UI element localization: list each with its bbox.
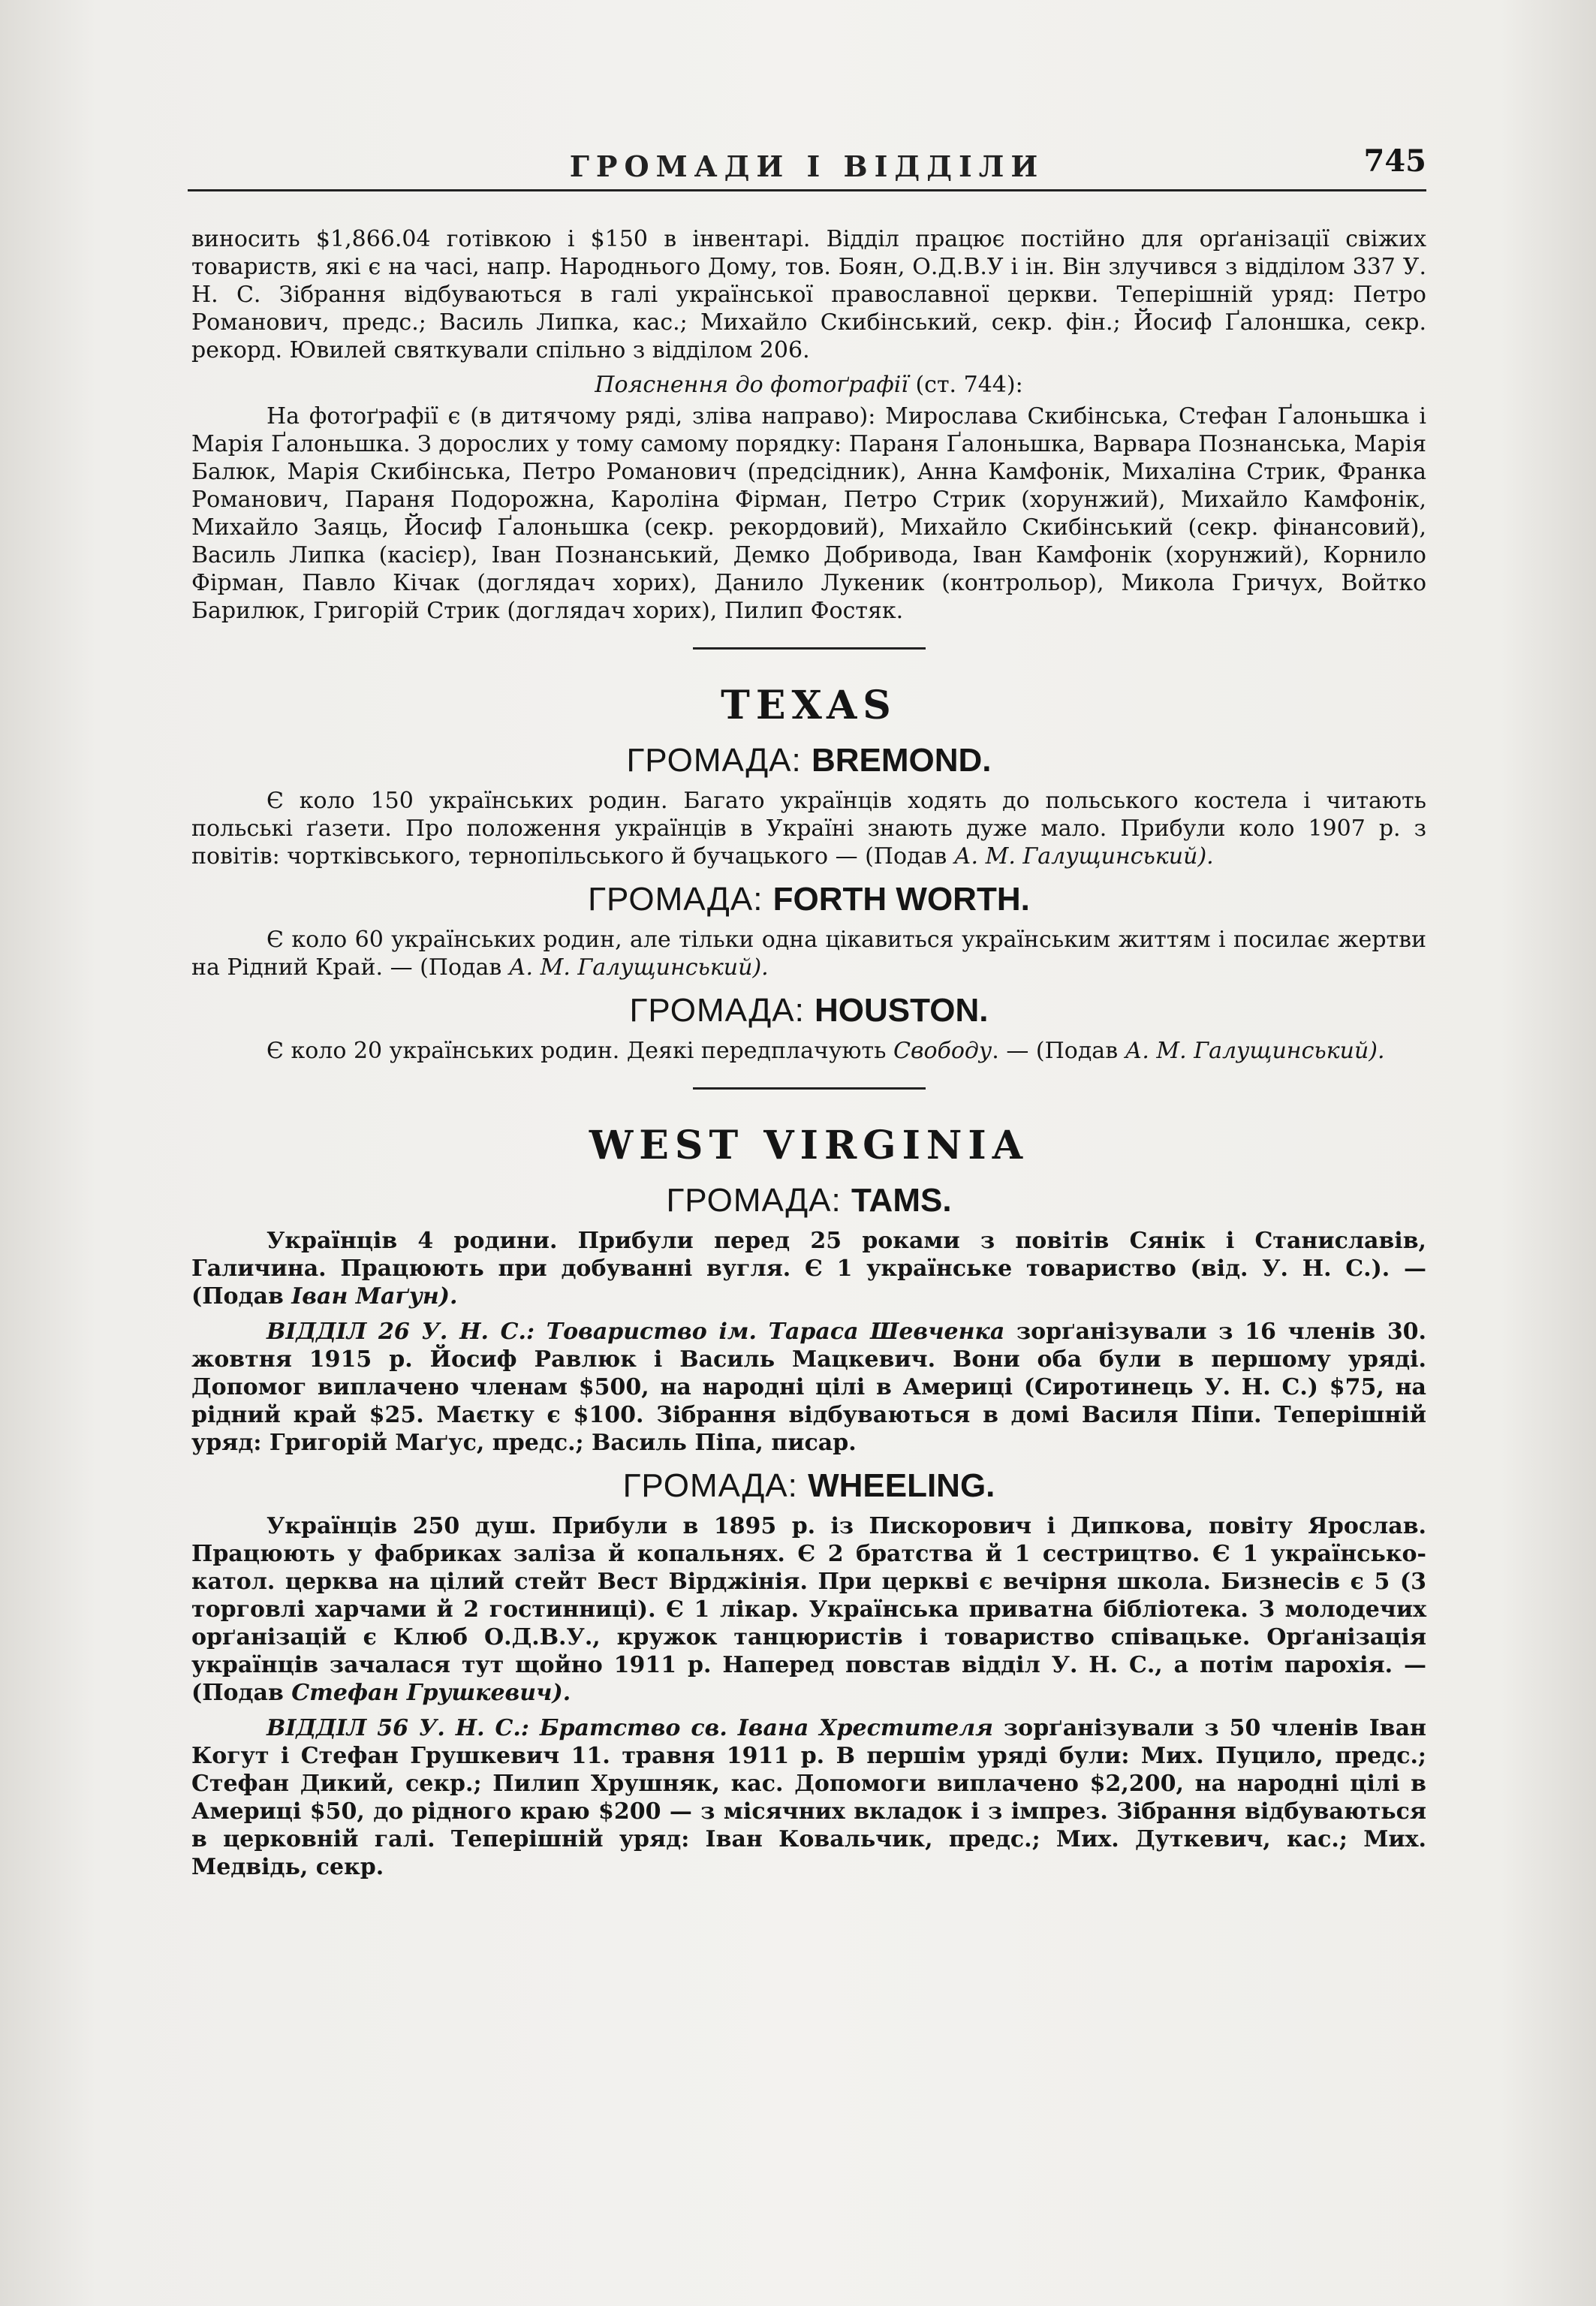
photo-caption-title-rest: (ст. 744): [908, 372, 1023, 398]
community-text-wheeling [191, 1512, 1426, 1707]
header-rule [188, 189, 1426, 191]
community-name: WHEELING. [808, 1467, 995, 1504]
photo-caption-title [191, 372, 1426, 398]
section-separator [693, 1087, 926, 1090]
community-title-bremond [191, 742, 1426, 779]
community-name: HOUSTON. [815, 992, 989, 1029]
branch-description: зорґанізували з 50 членів Іван Когут і Стефан Грушкевич 11. травня 1911 р. В першім уряді були: Мих. Пуцило, предс.; Стефан Дикий, секр.; Пилип Хрушняк, кас. Допомоги виплачено $2,200, на народні цілі в Америці $50, до рідного краю $200 — з місячних вкладок і з імпрез. Зібрання відбуваються в церковній галі. Теперішній уряд: Іван Ковальчик, предс.; Мих. Дуткевич, кас.; Мих. Медвідь, секр. [191, 1715, 1426, 1880]
community-title-houston [191, 992, 1426, 1029]
author: А. М. Галущинський). [1125, 1038, 1385, 1064]
text: Українців 4 родини. Прибули перед 25 роками з повітів Сянік і Станиславів, Галичина. Працюють при добуванні вугля. Є 1 українське товариство (від. У. Н. С.). — (Подав [191, 1228, 1426, 1310]
community-title-tams [191, 1182, 1426, 1219]
branch-description: зорґанізували з 16 членів 30. жовтня 1915 р. Йосиф Равлюк і Василь Мацкевич. Вони оба були в першому уряді. Допомог виплачено членам $500, на народні цілі в Америці (Сиротинець У. Н. С.) $75, на рідний край $25. Маєтку є $100. Зібрання відбуваються в домі Василя Піпи. Теперішній уряд: Григорій Маґус, предс.; Василь Піпа, писар. [191, 1319, 1427, 1456]
author: Іван Маґун). [291, 1283, 458, 1310]
page-content [191, 225, 1426, 1889]
community-name: TAMS. [851, 1182, 952, 1219]
branch-title: ВІДДІЛ 56 У. Н. С.: Братство св. Івана Хрестителя [267, 1715, 994, 1741]
page-header [188, 139, 1426, 191]
community-prefix: ГРОМАДА: [666, 1182, 851, 1219]
community-text-forth-worth [191, 926, 1426, 981]
branch-text-wheeling [191, 1714, 1426, 1881]
community-prefix: ГРОМАДА: [626, 742, 812, 779]
photo-caption-text: На фотоґрафії є (в дитячому ряді, зліва направо): Мирослава Скибінська, Стефан Ґалоньшка і Марія Ґалоньшка. З дорослих у тому самому порядку: Параня Ґалоньшка, Варвара Познанська, Марія Балюк, Марія Скибінська, Петро Романович (предсідник), Анна Камфонік, Михаліна Стрик, Франка Романович, Параня Подорожна, Кароліна Фірман, Петро Стрик (хорунжий), Михайло Камфонік, Михайло Заяць, Йосиф Ґалоньшка (секр. рекордовий), Михайло Скибінський (секр. фінансовий), Василь Липка (касієр), Іван Познанський, Демко Добривода, Іван Камфонік (хорунжий), Корнило Фірман, Павло Кічак (доглядач хорих), Данило Лукеник (контрольор), Микола Гричух, Войтко Барилюк, Григорій Стрик (доглядач хорих), Пилип Фостяк. [191, 403, 1426, 624]
community-name: BREMOND. [811, 742, 992, 779]
community-text-bremond [191, 787, 1426, 870]
text: Є коло 20 українських родин. Деякі передплачують [267, 1038, 894, 1064]
state-title-texas: TEXAS [721, 683, 897, 728]
community-prefix: ГРОМАДА: [622, 1467, 809, 1504]
state-title-west-virginia: WEST VIRGINIA [589, 1123, 1029, 1168]
community-name: FORTH WORTH. [772, 881, 1030, 918]
community-title-wheeling [191, 1467, 1426, 1505]
running-head: ГРОМАДИ І ВІДДІЛИ [569, 149, 1045, 183]
author: Стефан Грушкевич). [291, 1680, 571, 1706]
branch-text-tams [191, 1318, 1426, 1457]
intro-paragraph: виносить $1,866.04 готівкою і $150 в інвентарі. Відділ працює постійно для орґанізації свіжих товариств, які є на часі, напр. Народнього Дому, тов. Боян, О.Д.В.У і ін. Він злучився з відділом 337 У. Н. С. Зібрання відбуваються в галі української православної церкви. Теперішній уряд: Петро Романович, предс.; Василь Липка, кас.; Михайло Скибінський, секр. фін.; Йосиф Ґалоншка, секр. рекорд. Ювилей святкували спільно з відділом 206. [191, 226, 1426, 363]
branch-title: ВІДДІЛ 26 У. Н. С.: Товариство ім. Тараса Шевченка [267, 1319, 1005, 1345]
text: Українців 250 душ. Прибули в 1895 р. із Пискорович і Дипкова, повіту Ярослав. Працюють у фабриках заліза й копальнях. Є 2 братства й 1 сестрицтво. Є 1 українсько-катол. церква на цілий стейт Вест Вірджінія. При церкві є вечірня школа. Бизнесів є 5 (3 торговлі харчами й 2 гостинниці). Є 1 лікар. Українська приватна бібліотека. З молодечих орґанізацій є Клюб О.Д.В.У., кружок танцюристів і товариство співацьке. Орґанізація українців зачалася тут щойно 1911 р. Наперед повстав відділ У. Н. С., а потім парохія. — (Подав [191, 1513, 1426, 1706]
text: Є коло 150 українських родин. Багато українців ходять до польського костела і читають польські ґазети. Про положення українців в Україні знають дуже мало. Прибули коло 1907 р. з повітів: чортківського, тернопільського й бучацького — (Подав [191, 788, 1426, 870]
author: А. М. Галущинський). [953, 843, 1214, 870]
community-prefix: ГРОМАДА: [588, 881, 773, 918]
newspaper: Свободу [893, 1038, 992, 1064]
photo-caption-title-italic: Пояснення до фотоґрафії [595, 372, 908, 398]
author: А. М. Галущинський). [508, 954, 769, 981]
text: Є коло 60 українських родин, але тільки одна цікавиться українським життям і посилає жертви на Рідний Край. — (Подав [191, 927, 1426, 981]
community-prefix: ГРОМАДА: [629, 992, 815, 1029]
page-number: 745 [1363, 143, 1426, 179]
community-title-forth-worth [191, 881, 1426, 918]
text: . — (Подав [992, 1038, 1125, 1064]
section-separator [693, 647, 926, 650]
community-text-tams [191, 1227, 1426, 1310]
community-text-houston [191, 1037, 1426, 1065]
